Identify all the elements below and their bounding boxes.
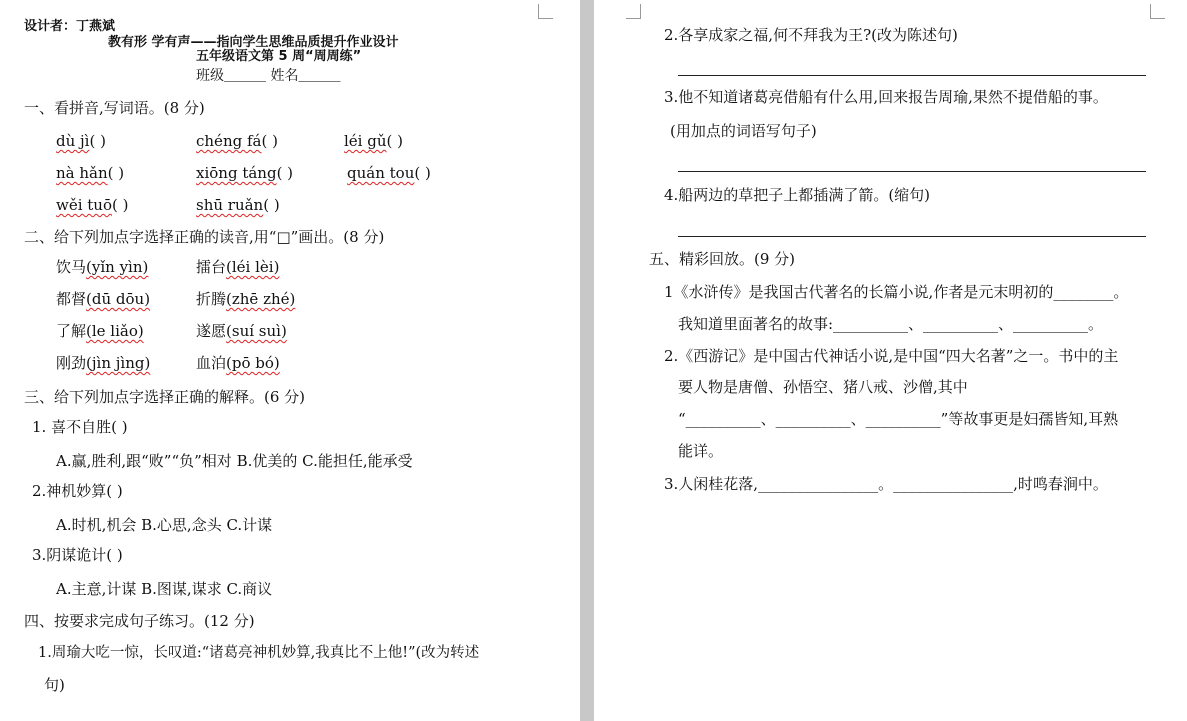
reading-item <box>196 257 279 277</box>
answer-blank[interactable]: ( ) <box>414 164 431 182</box>
answer-blank[interactable]: ( ) <box>263 196 280 214</box>
question-4-3: 3.他不知道诸葛亮借船有什么用,回来报告周瑜,果然不提借船的事。 <box>664 88 1108 106</box>
worksheet-title: 教有形 学有声——指向学生思维品质提升作业设计 <box>108 35 399 50</box>
question-5-1[interactable]: 1《水浒传》是我国古代著名的长篇小说,作者是元末明初的________。 <box>664 283 1129 301</box>
pinyin-text: dù jì <box>56 132 90 150</box>
pinyin-item <box>196 195 280 215</box>
reading-item <box>196 353 280 373</box>
answer-blank[interactable]: ( ) <box>276 164 294 182</box>
question-5-2-cont: 要人物是唐僧、孙悟空、猪八戒、沙僧,其中 <box>678 378 968 396</box>
question-3-2-options: A.时机,机会 B.心思,念头 C.计谋 <box>56 516 273 534</box>
question-5-2-blanks[interactable]: “__________、__________、__________”等故事更是妇孺皆知,耳熟 <box>678 410 1119 428</box>
pinyin-item <box>56 163 124 183</box>
reading-item <box>56 257 148 277</box>
reading-item <box>56 321 144 341</box>
answer-blank[interactable]: ( ) <box>89 132 106 150</box>
pinyin-text: chéng fá <box>196 132 262 150</box>
question-3-3[interactable]: 3.阴谋诡计( ) <box>32 546 123 564</box>
reading-options[interactable]: (zhē zhé) <box>226 290 296 308</box>
left-page <box>0 0 580 721</box>
pinyin-text: quán tou <box>347 164 415 182</box>
page-corner-mark <box>626 4 641 19</box>
reading-options[interactable]: (yǐn yìn) <box>86 258 149 276</box>
section-2-heading: 二、给下列加点字选择正确的读音,用“□”画出。(8 分) <box>24 228 385 246</box>
answer-blank[interactable]: ( ) <box>386 132 403 150</box>
question-4-3-instruction: (用加点的词语写句子) <box>670 122 817 140</box>
section-3-heading: 三、给下列加点字选择正确的解释。(6 分) <box>24 388 306 406</box>
pinyin-item <box>56 131 106 151</box>
section-1-heading: 一、看拼音,写词语。(8 分) <box>24 99 205 117</box>
section-5-heading: 五、精彩回放。(9 分) <box>649 250 796 268</box>
reading-item <box>56 289 150 309</box>
answer-line[interactable] <box>678 171 1146 172</box>
question-4-4: 4.船两边的草把子上都插满了箭。(缩句) <box>664 186 931 204</box>
pinyin-text: nà hǎn <box>56 164 108 182</box>
question-4-2: 2.各享成家之福,何不拜我为王?(改为陈述句) <box>664 26 958 44</box>
word: 遂愿 <box>196 322 227 340</box>
section-4-heading: 四、按要求完成句子练习。(12 分) <box>24 612 255 630</box>
answer-line[interactable] <box>678 236 1146 237</box>
word: 刚劲 <box>56 354 87 372</box>
page-corner-mark <box>1150 4 1165 19</box>
page-corner-mark <box>538 4 553 19</box>
right-page <box>594 0 1187 721</box>
answer-line[interactable] <box>678 75 1146 76</box>
reading-options[interactable]: (jìn jìng) <box>86 354 151 372</box>
page-gutter <box>580 0 594 721</box>
class-name-line: 班级＿＿＿ 姓名＿＿＿ <box>196 68 341 84</box>
pinyin-text: shū ruǎn <box>196 196 264 214</box>
question-5-1-cont[interactable]: 我知道里面著名的故事:__________、__________、__________。 <box>678 315 1104 333</box>
question-3-1[interactable]: 1. 喜不自胜( ) <box>32 418 128 436</box>
question-4-1-cont: 句) <box>44 676 65 694</box>
word: 擂台 <box>196 258 227 276</box>
word: 血泊 <box>196 354 227 372</box>
answer-blank[interactable]: ( ) <box>107 164 125 182</box>
reading-item <box>196 321 287 341</box>
question-5-2: 2.《西游记》是中国古代神话小说,是中国“四大名著”之一。书中的主 <box>664 347 1119 365</box>
word: 饮马 <box>56 258 87 276</box>
reading-options[interactable]: (suí suì) <box>226 322 287 340</box>
designer-label: 设计者：丁燕斌 <box>24 19 116 34</box>
reading-options[interactable]: (léi lèi) <box>226 258 280 276</box>
reading-options[interactable]: (pō bó) <box>226 354 280 372</box>
answer-blank[interactable]: ( ) <box>112 196 129 214</box>
question-4-1: 1.周瑜大吃一惊，长叹道:“诸葛亮神机妙算,我真比不上他!”(改为转述 <box>38 645 480 661</box>
pinyin-item <box>196 131 278 151</box>
question-3-2[interactable]: 2.神机妙算( ) <box>32 482 123 500</box>
pinyin-text: léi gǔ <box>344 132 387 150</box>
question-3-1-options: A.赢,胜利,跟“败”“负”相对 B.优美的 C.能担任,能承受 <box>56 452 413 470</box>
word: 折腾 <box>196 290 227 308</box>
word: 都督 <box>56 290 87 308</box>
pinyin-text: xiōng táng <box>196 164 277 182</box>
reading-item <box>196 289 295 309</box>
question-5-3[interactable]: 3.人闲桂花落,________________。________________,时鸣春涧中。 <box>664 475 1108 493</box>
reading-options[interactable]: (le liǎo) <box>86 322 144 340</box>
pinyin-item <box>196 163 293 183</box>
pinyin-item <box>344 131 403 151</box>
word: 了解 <box>56 322 87 340</box>
pinyin-item <box>347 163 431 183</box>
pinyin-text: wěi tuō <box>56 196 113 214</box>
pinyin-item <box>56 195 129 215</box>
question-3-3-options: A.主意,计谋 B.图谋,谋求 C.商议 <box>56 580 273 598</box>
question-5-2-end: 能详。 <box>678 442 724 460</box>
worksheet-subtitle: 五年级语文第 5 周“周周练” <box>196 49 362 64</box>
reading-options[interactable]: (dū dōu) <box>86 290 151 308</box>
answer-blank[interactable]: ( ) <box>261 132 278 150</box>
reading-item <box>56 353 150 373</box>
